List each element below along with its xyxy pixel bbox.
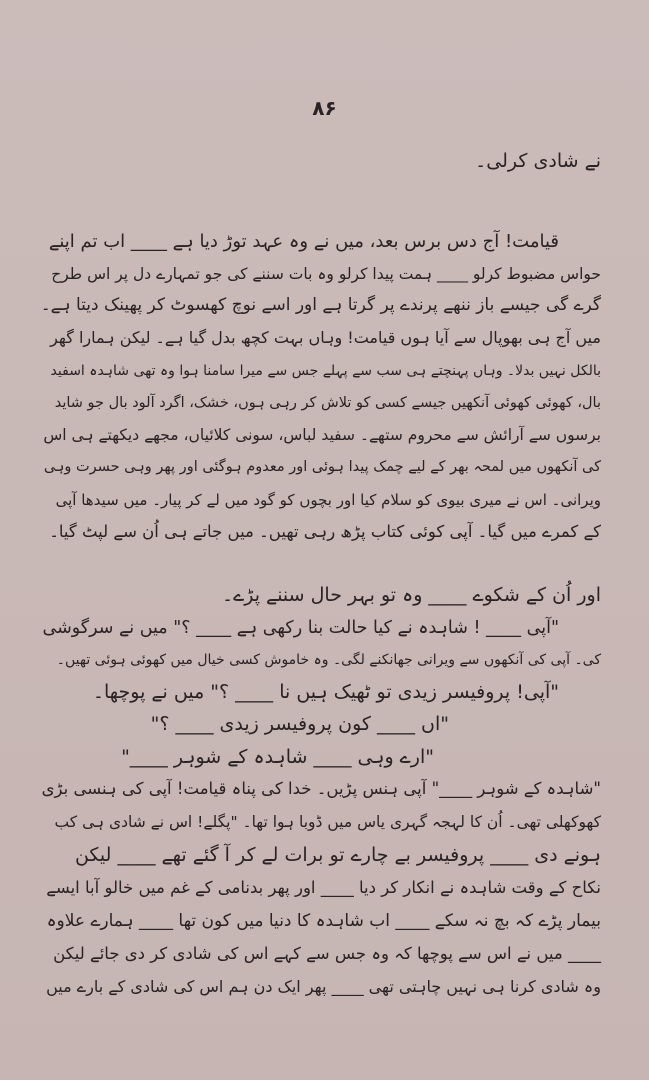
text-line: ویرانی۔ اس نے میری بیوی کو سلام کیا اور بچوں کو گود میں لے کر پیار۔ میں سیدھا آپی bbox=[55, 491, 601, 509]
text-line: کے کمرے میں گیا۔ آپی کوئی کتاب پڑھ رہی تھیں۔ میں جاتے ہی اُن سے لپٹ گیا۔ bbox=[49, 522, 601, 541]
text-line: اور اُن کے شکوے ____ وہ تو بہر حال سننے پڑے۔ bbox=[221, 584, 601, 606]
text-line: "اں ____ کون پروفیسر زیدی ____ ؟" bbox=[150, 713, 449, 735]
text-line: ____ میں نے اس سے پوچھا کہ وہ جس سے کہے اس کی شادی کر دی جائے لیکن bbox=[53, 944, 601, 963]
text-line: وہ شادی کرنا ہی نہیں چاہتی تھی ____ پھر ایک دن ہم اس کی شادی کے بارے میں bbox=[46, 977, 601, 996]
text-line: "آپی ____ ! شاہدہ نے کیا حالت بنا رکھی ہے ____ ؟" میں نے سرگوشی bbox=[42, 618, 559, 638]
page-number: ۸۶ bbox=[312, 96, 337, 120]
text-line: قیامت! آج دس برس بعد، میں نے وہ عہد توڑ دیا ہے ____ اب تم اپنے bbox=[48, 231, 559, 252]
text-line: برسوں سے آرائش سے محروم ستھے۔ سفید لباس، سونی کلائیاں، مجھے دیکھتے ہی اس bbox=[43, 426, 601, 444]
text-line: حواس مضبوط کرلو ____ ہمت پیدا کرلو وہ بات سننے کی جو تمہارے دل پر اس طرح bbox=[51, 265, 601, 283]
text-line: "ارے وہی ____ شاہدہ کے شوہر ____" bbox=[121, 746, 434, 768]
text-line: گرے گی جیسے باز ننھے پرندے پر گرتا ہے اور اسے نوچ کھسوٹ کر پھینک دیتا ہے۔ bbox=[40, 295, 601, 315]
text-line: کی۔ آپی کی آنکھوں سے ویرانی جھانکنے لگی۔ وہ خاموش کسی خیال میں کھوئی ہوئی تھیں۔ bbox=[56, 652, 601, 668]
text-line: ہونے دی ____ پروفیسر بے چارے تو برات لے کر آ گئے تھے ____ لیکن bbox=[74, 844, 601, 866]
text-line: کی آنکھوں میں لمحہ بھر کے لیے چمک پیدا ہوئی اور معدوم ہوگئی اور پھر وہی حسرت وہی bbox=[43, 459, 601, 475]
text-line: "آپی! پروفیسر زیدی تو ٹھیک ہیں نا ____ ؟" میں نے پوچھا۔ bbox=[92, 681, 559, 703]
text-line: بیمار پڑے کہ بچ نہ سکے ____ اب شاہدہ کا دنیا میں کون تھا ____ ہمارے علاوہ bbox=[46, 911, 601, 931]
text-line: نکاح کے وقت شاہدہ نے انکار کر دیا ____ اور پھر بدنامی کے غم میں خالو آبا ایسے bbox=[46, 878, 601, 897]
text-line: بال، کھوئی کھوئی آنکھیں جیسے کسی کو تلاش کر رہی ہوں، خشک، اگرد آلود بال جو شاید bbox=[54, 395, 601, 411]
text-line: بالکل نہیں بدلا۔ وہاں پہنچتے ہی سب سے پہلے جس سے میرا سامنا ہوا وہ تھی شاہدہ اسفید bbox=[50, 363, 601, 379]
text-line: "شاہدہ کے شوہر ____" آپی ہنس پڑیں۔ خدا کی پناہ قیامت! آپی کی ہنسی بڑی bbox=[41, 779, 601, 798]
text-line: نے شادی کرلی۔ bbox=[475, 150, 601, 172]
text-line: کھوکھلی تھی۔ اُن کا لہجہ گہری یاس میں ڈوبا ہوا تھا۔ "پگلے! اس نے شادی ہی کب bbox=[54, 813, 601, 831]
text-line: میں آج ہی بھوپال سے آیا ہوں قیامت! وہاں بہت کچھ بدل گیا ہے۔ لیکن ہمارا گھر bbox=[50, 328, 601, 347]
